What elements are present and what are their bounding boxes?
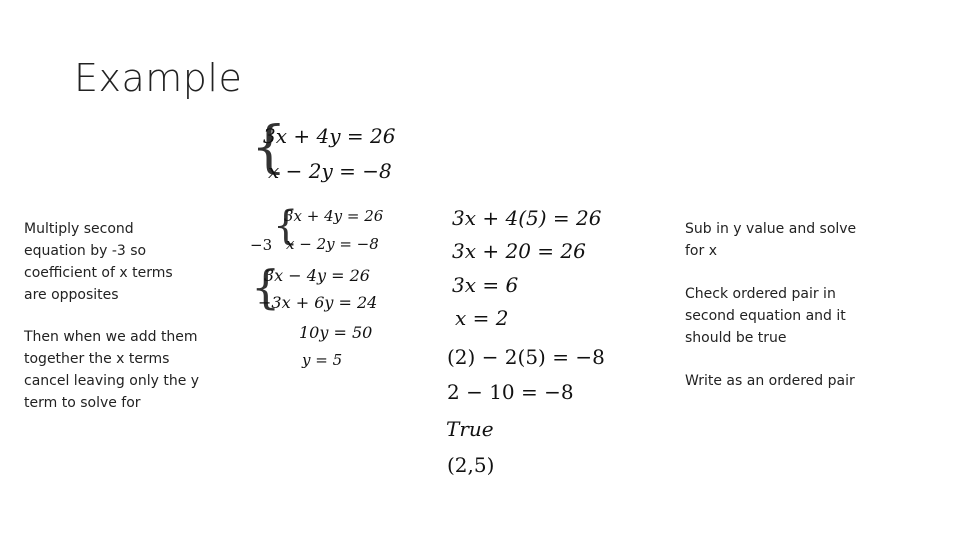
note-add: Then when we add them together the x terms cancel leaving only the y term to solve for xyxy=(24,329,200,411)
solve-line3: 3x = 6 xyxy=(452,273,519,297)
step1-eq1: 3x + 4y = 26 xyxy=(284,207,384,225)
solve-line4: x = 2 xyxy=(455,306,509,330)
system-eq2: x − 2y = −8 xyxy=(268,159,392,183)
system-eq1: 3x + 4y = 26 xyxy=(263,124,396,148)
solve-line2: 3x + 20 = 26 xyxy=(452,239,586,263)
step2-eq1: 3x − 4y = 26 xyxy=(264,266,370,285)
step1-brace: { xyxy=(273,203,299,249)
multiplier-label: −3 xyxy=(250,236,273,254)
note-multiply: Multiply second equation by -3 so coefficient of x terms are opposites xyxy=(24,221,173,303)
check-line2: 2 − 10 = −8 xyxy=(447,380,574,404)
slide-title: Example xyxy=(74,56,243,100)
note-sub: Sub in y value and solve for x xyxy=(685,221,857,259)
check-true: True xyxy=(446,417,494,441)
step2-brace: { xyxy=(251,260,281,314)
note-write: Write as an ordered pair xyxy=(685,373,855,389)
y-result: y = 5 xyxy=(302,351,343,369)
sum-equation: 10y = 50 xyxy=(299,323,373,342)
note-check: Check ordered pair in second equation and it should be true xyxy=(685,286,846,346)
system-brace: { xyxy=(251,115,287,180)
ordered-pair: (2,5) xyxy=(447,453,495,477)
check-line1: (2) − 2(5) = −8 xyxy=(447,345,605,369)
step1-eq2: x − 2y = −8 xyxy=(286,235,379,253)
step2-eq2: −3x + 6y = 24 xyxy=(258,293,378,312)
solve-line1: 3x + 4(5) = 26 xyxy=(452,206,602,230)
